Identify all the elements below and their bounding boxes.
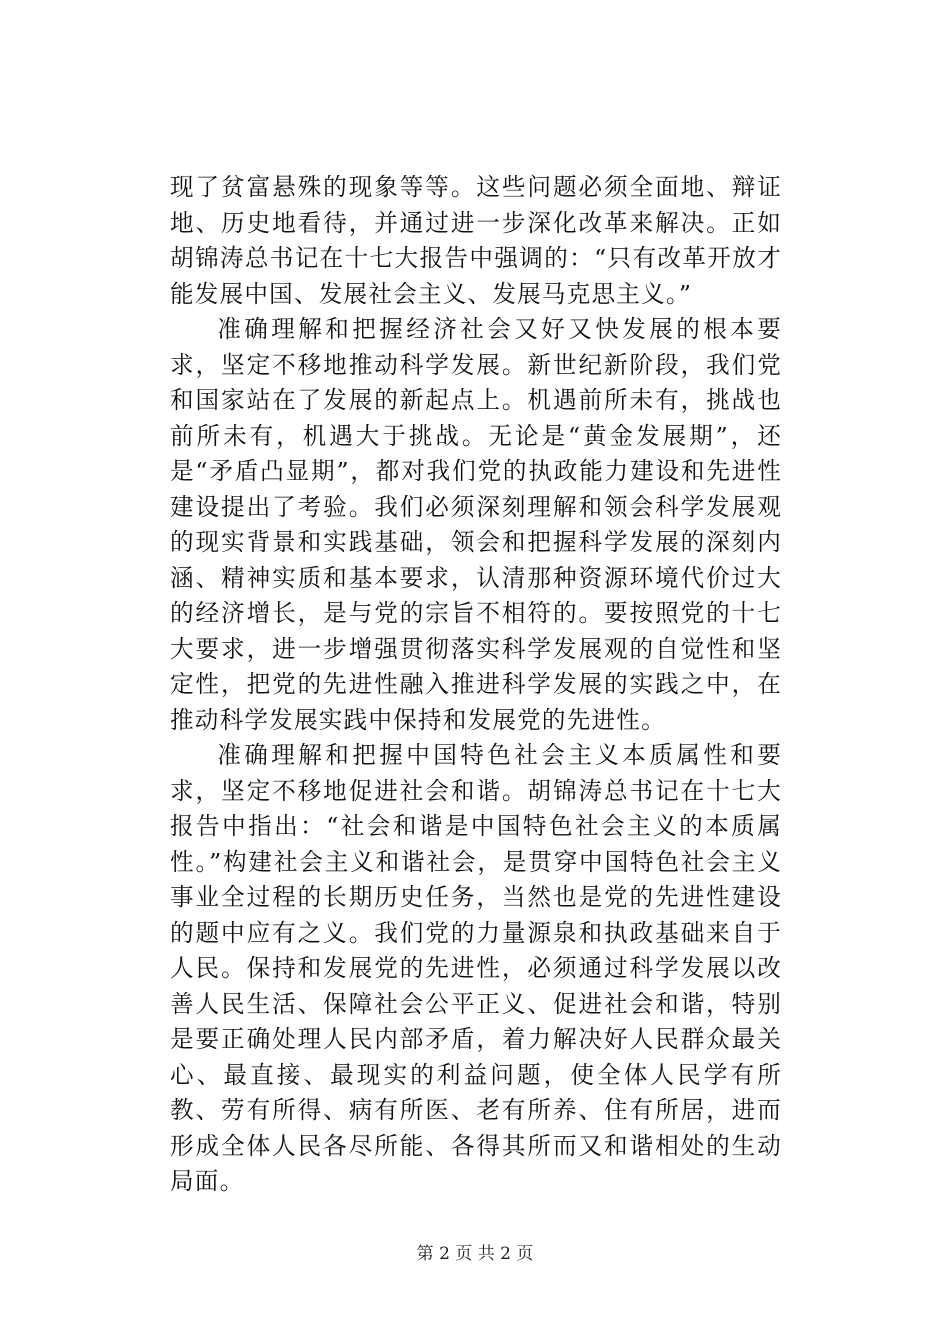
- document-body: [170, 170, 782, 1200]
- paragraph-scientific-development: 准确理解和把握经济社会又好又快发展的根本要求，坚定不移地推动科学发展。新世纪新阶段，我们党和国家站在了发展的新起点上。机遇前所未有，挑战也前所未有，机遇大于挑战。无论是“黄金发展期”，还是“矛盾凸显期”，都对我们党的执政能力建设和先进性建设提出了考验。我们必须深刻理解和领会科学发展观的现实背景和实践基础，领会和把握科学发展的深刻内涵、精神实质和基本要求，认清那种资源环境代价过大的经济增长，是与党的宗旨不相符的。要按照党的十七大要求，进一步增强贯彻落实科学发展观的自觉性和坚定性，把党的先进性融入推进科学发展的实践之中，在推动科学发展实践中保持和发展党的先进性。: [170, 315, 782, 734]
- paragraph-social-harmony: 准确理解和把握中国特色社会主义本质属性和要求，坚定不移地促进社会和谐。胡锦涛总书记在十七大报告中指出：“社会和谐是中国特色社会主义的本质属性。”构建社会主义和谐社会，是贯穿中国特色社会主义事业全过程的长期历史任务，当然也是党的先进性建设的题中应有之义。我们党的力量源泉和执政基础来自于人民。保持和发展党的先进性，必须通过科学发展以改善人民生活、保障社会公平正义、促进社会和谐，特别是要正确处理人民内部矛盾，着力解决好人民群众最关心、最直接、最现实的利益问题，使全体人民学有所教、劳有所得、病有所医、老有所养、住有所居，进而形成全体人民各尽所能、各得其所而又和谐相处的生动局面。: [170, 741, 782, 1195]
- page-footer: 第 2 页 共 2 页: [416, 1244, 534, 1264]
- paragraph-continuation: 现了贫富悬殊的现象等等。这些问题必须全面地、辩证地、历史地看待，并通过进一步深化改革来解决。正如胡锦涛总书记在十七大报告中强调的：“只有改革开放才能发展中国、发展社会主义、发展马克思主义。”: [170, 173, 782, 308]
